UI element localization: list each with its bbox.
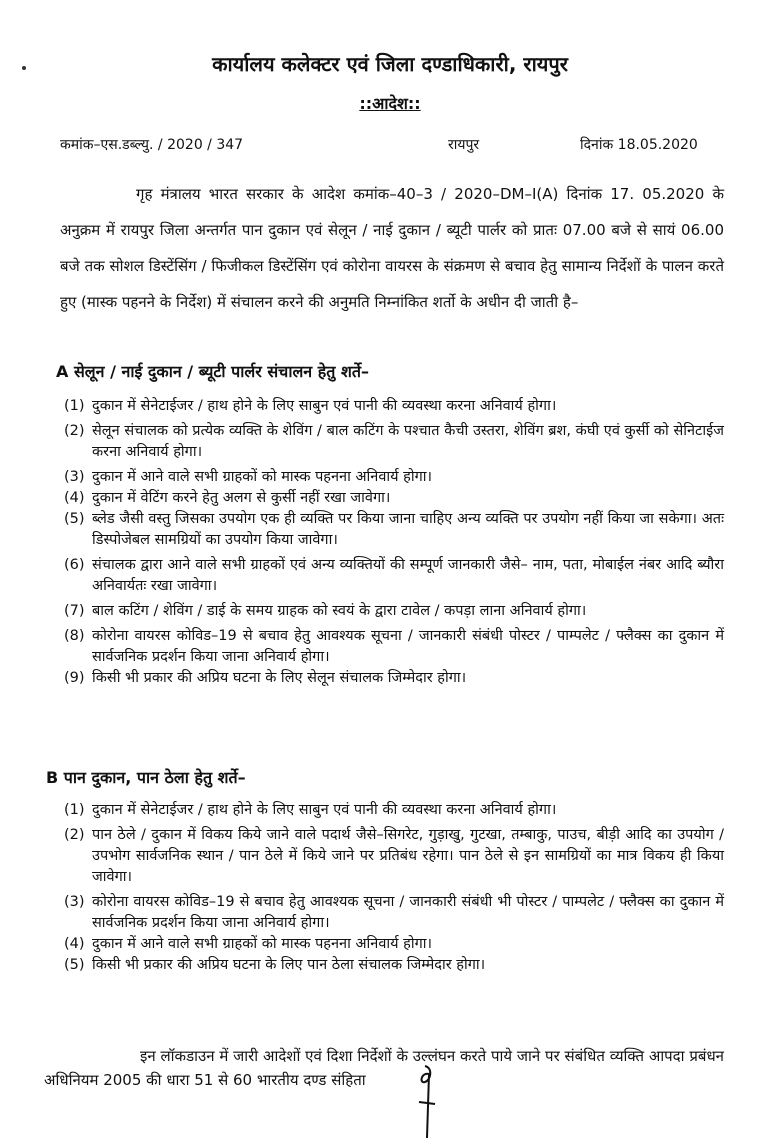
section-a-list — [64, 396, 724, 689]
list-item — [64, 488, 724, 509]
footer-paragraph: इन लॉकडाउन में जारी आदेशों एवं दिशा निर्देशों के उल्लंघन करते पाये जाने पर संबंधित व्यक्ति आपदा प्रबंधन अधिनियम 2005 की धारा 51 से 60 भारतीय दण्ड संहिता — [44, 1047, 724, 1089]
item-number: (2) — [64, 423, 85, 439]
item-text: ब्लेड जैसी वस्तु जिसका उपयोग एक ही व्यक्ति पर किया जाना चाहिए अन्य व्यक्ति पर उपयोग नहीं किया जा सकेगा। अतः डिस्पोजेबल सामग्रियों का उपयोग किया जावेगा। — [92, 511, 724, 548]
item-number: (5) — [64, 957, 85, 973]
list-item — [64, 467, 724, 488]
item-text: पान ठेले / दुकान में विकय किये जाने वाले पदार्थ जैसे–सिगरेट, गुड़ाखु, गुटखा, तम्बाकु, पाउच, बीड़ी आदि का उपयोग / उपभोग सार्वजनिक स्थान / पान ठेले में किये जाने पर प्रतिबंध रहेगा। पान ठेले से इन सामग्रियों का मात्र विकय ही किया जावेगा। — [92, 827, 724, 885]
list-item — [64, 955, 724, 976]
item-text: दुकान में सेनेटाईजर / हाथ होने के लिए साबुन एवं पानी की व्यवस्था करना अनिवार्य होगा। — [92, 802, 557, 818]
list-item — [64, 396, 724, 417]
item-number: (1) — [64, 802, 85, 818]
item-number: (3) — [64, 894, 85, 910]
item-number: (4) — [64, 936, 85, 952]
item-text: किसी भी प्रकार की अप्रिय घटना के लिए पान ठेला संचालक जिम्मेदार होगा। — [92, 957, 486, 973]
item-text: दुकान में सेनेटाईजर / हाथ होने के लिए साबुन एवं पानी की व्यवस्था करना अनिवार्य होगा। — [92, 398, 557, 414]
list-item — [64, 892, 724, 934]
section-a-heading: A सेलून / नाई दुकान / ब्यूटी पार्लर संचालन हेतु शर्ते– — [56, 362, 369, 381]
section-b-heading: B पान दुकान, पान ठेला हेतु शर्ते– — [46, 768, 246, 787]
list-item — [64, 668, 724, 689]
office-title: कार्यालय कलेक्टर एवं जिला दण्डाधिकारी, रायपुर — [212, 52, 568, 76]
item-number: (3) — [64, 469, 85, 485]
item-text: दुकान में आने वाले सभी ग्राहकों को मास्क पहनना अनिवार्य होगा। — [92, 469, 433, 485]
order-heading — [0, 92, 780, 114]
item-number: (9) — [64, 670, 85, 686]
list-item — [64, 555, 724, 597]
item-text: संचालक द्वारा आने वाले सभी ग्राहकों एवं अन्य व्यक्तियों की सम्पूर्ण जानकारी जैसे– नाम, पता, मोबाईल नंबर आदि ब्यौरा अनिवार्यतः रखा जावेगा। — [92, 557, 724, 594]
item-text: सेलून संचालक को प्रत्येक व्यक्ति के शेविंग / बाल कटिंग के पश्चात कैची उस्तरा, शेविंग ब्रश, कंघी एवं कुर्सी को सेनिटाईज करना अनिवार्य होगा। — [92, 423, 724, 460]
item-number: (8) — [64, 628, 85, 644]
item-text: दुकान में वेटिंग करने हेतु अलग से कुर्सी नहीं रखा जावेगा। — [92, 490, 391, 506]
item-number: (6) — [64, 557, 85, 573]
list-item — [64, 825, 724, 888]
reference-number: कमांक–एस.डब्ल्यु. / 2020 / 347 — [60, 137, 244, 153]
place-name: रायपुर — [448, 137, 480, 153]
item-number: (5) — [64, 511, 85, 527]
item-text: कोरोना वायरस कोविड–19 से बचाव हेतु आवश्यक सूचना / जानकारी संबंधी भी पोस्टर / पाम्पलेट / फ्लैक्स का दुकान में सार्वजनिक प्रदर्शन किया जाना अनिवार्य होगा। — [92, 894, 724, 931]
item-text: किसी भी प्रकार की अप्रिय घटना के लिए सेलून संचालक जिम्मेदार होगा। — [92, 670, 467, 686]
order-date: दिनांक 18.05.2020 — [580, 137, 698, 153]
item-number: (7) — [64, 603, 85, 619]
item-text: कोरोना वायरस कोविड–19 से बचाव हेतु आवश्यक सूचना / जानकारी संबंधी पोस्टर / पाम्पलेट / फ्लैक्स का दुकान में सार्वजनिक प्रदर्शन किया जाना अनिवार्य होगा। — [92, 628, 724, 665]
list-item — [64, 934, 724, 955]
item-number: (2) — [64, 827, 85, 843]
item-number: (1) — [64, 398, 85, 414]
section-b-list — [64, 800, 724, 976]
list-item — [64, 421, 724, 463]
item-text: दुकान में आने वाले सभी ग्राहकों को मास्क पहनना अनिवार्य होगा। — [92, 936, 433, 952]
order-heading-text: ::आदेश:: — [359, 94, 421, 113]
list-item — [64, 626, 724, 668]
list-item — [64, 800, 724, 821]
list-item — [64, 509, 724, 551]
item-number: (4) — [64, 490, 85, 506]
list-item — [64, 601, 724, 622]
intro-paragraph: गृह मंत्रालय भारत सरकार के आदेश कमांक–40–3 / 2020–DM–I(A) दिनांक 17. 05.2020 के अनुक्रम में रायपुर जिला अन्तर्गत पान दुकान एवं सेलून / नाई दुकान / ब्यूटी पार्लर को प्रातः 07.00 बजे से सायं 06.00 बजे तक सोशल डिस्टेंसिंग / फिजीकल डिस्टेंसिंग एवं कोरोना वायरस के संक्रमण से बचाव हेतु सामान्य निर्देशों के पालन करते हुए (मास्क पहनने के निर्देश) में संचालन करने की अनुमति निम्नांकित शर्तो के अधीन दी जाती है– — [60, 185, 724, 311]
signature-mark — [413, 1062, 443, 1142]
item-text: बाल कटिंग / शेविंग / डाई के समय ग्राहक को स्वयं के द्वारा टावेल / कपड़ा लाना अनिवार्य होगा। — [92, 603, 587, 619]
